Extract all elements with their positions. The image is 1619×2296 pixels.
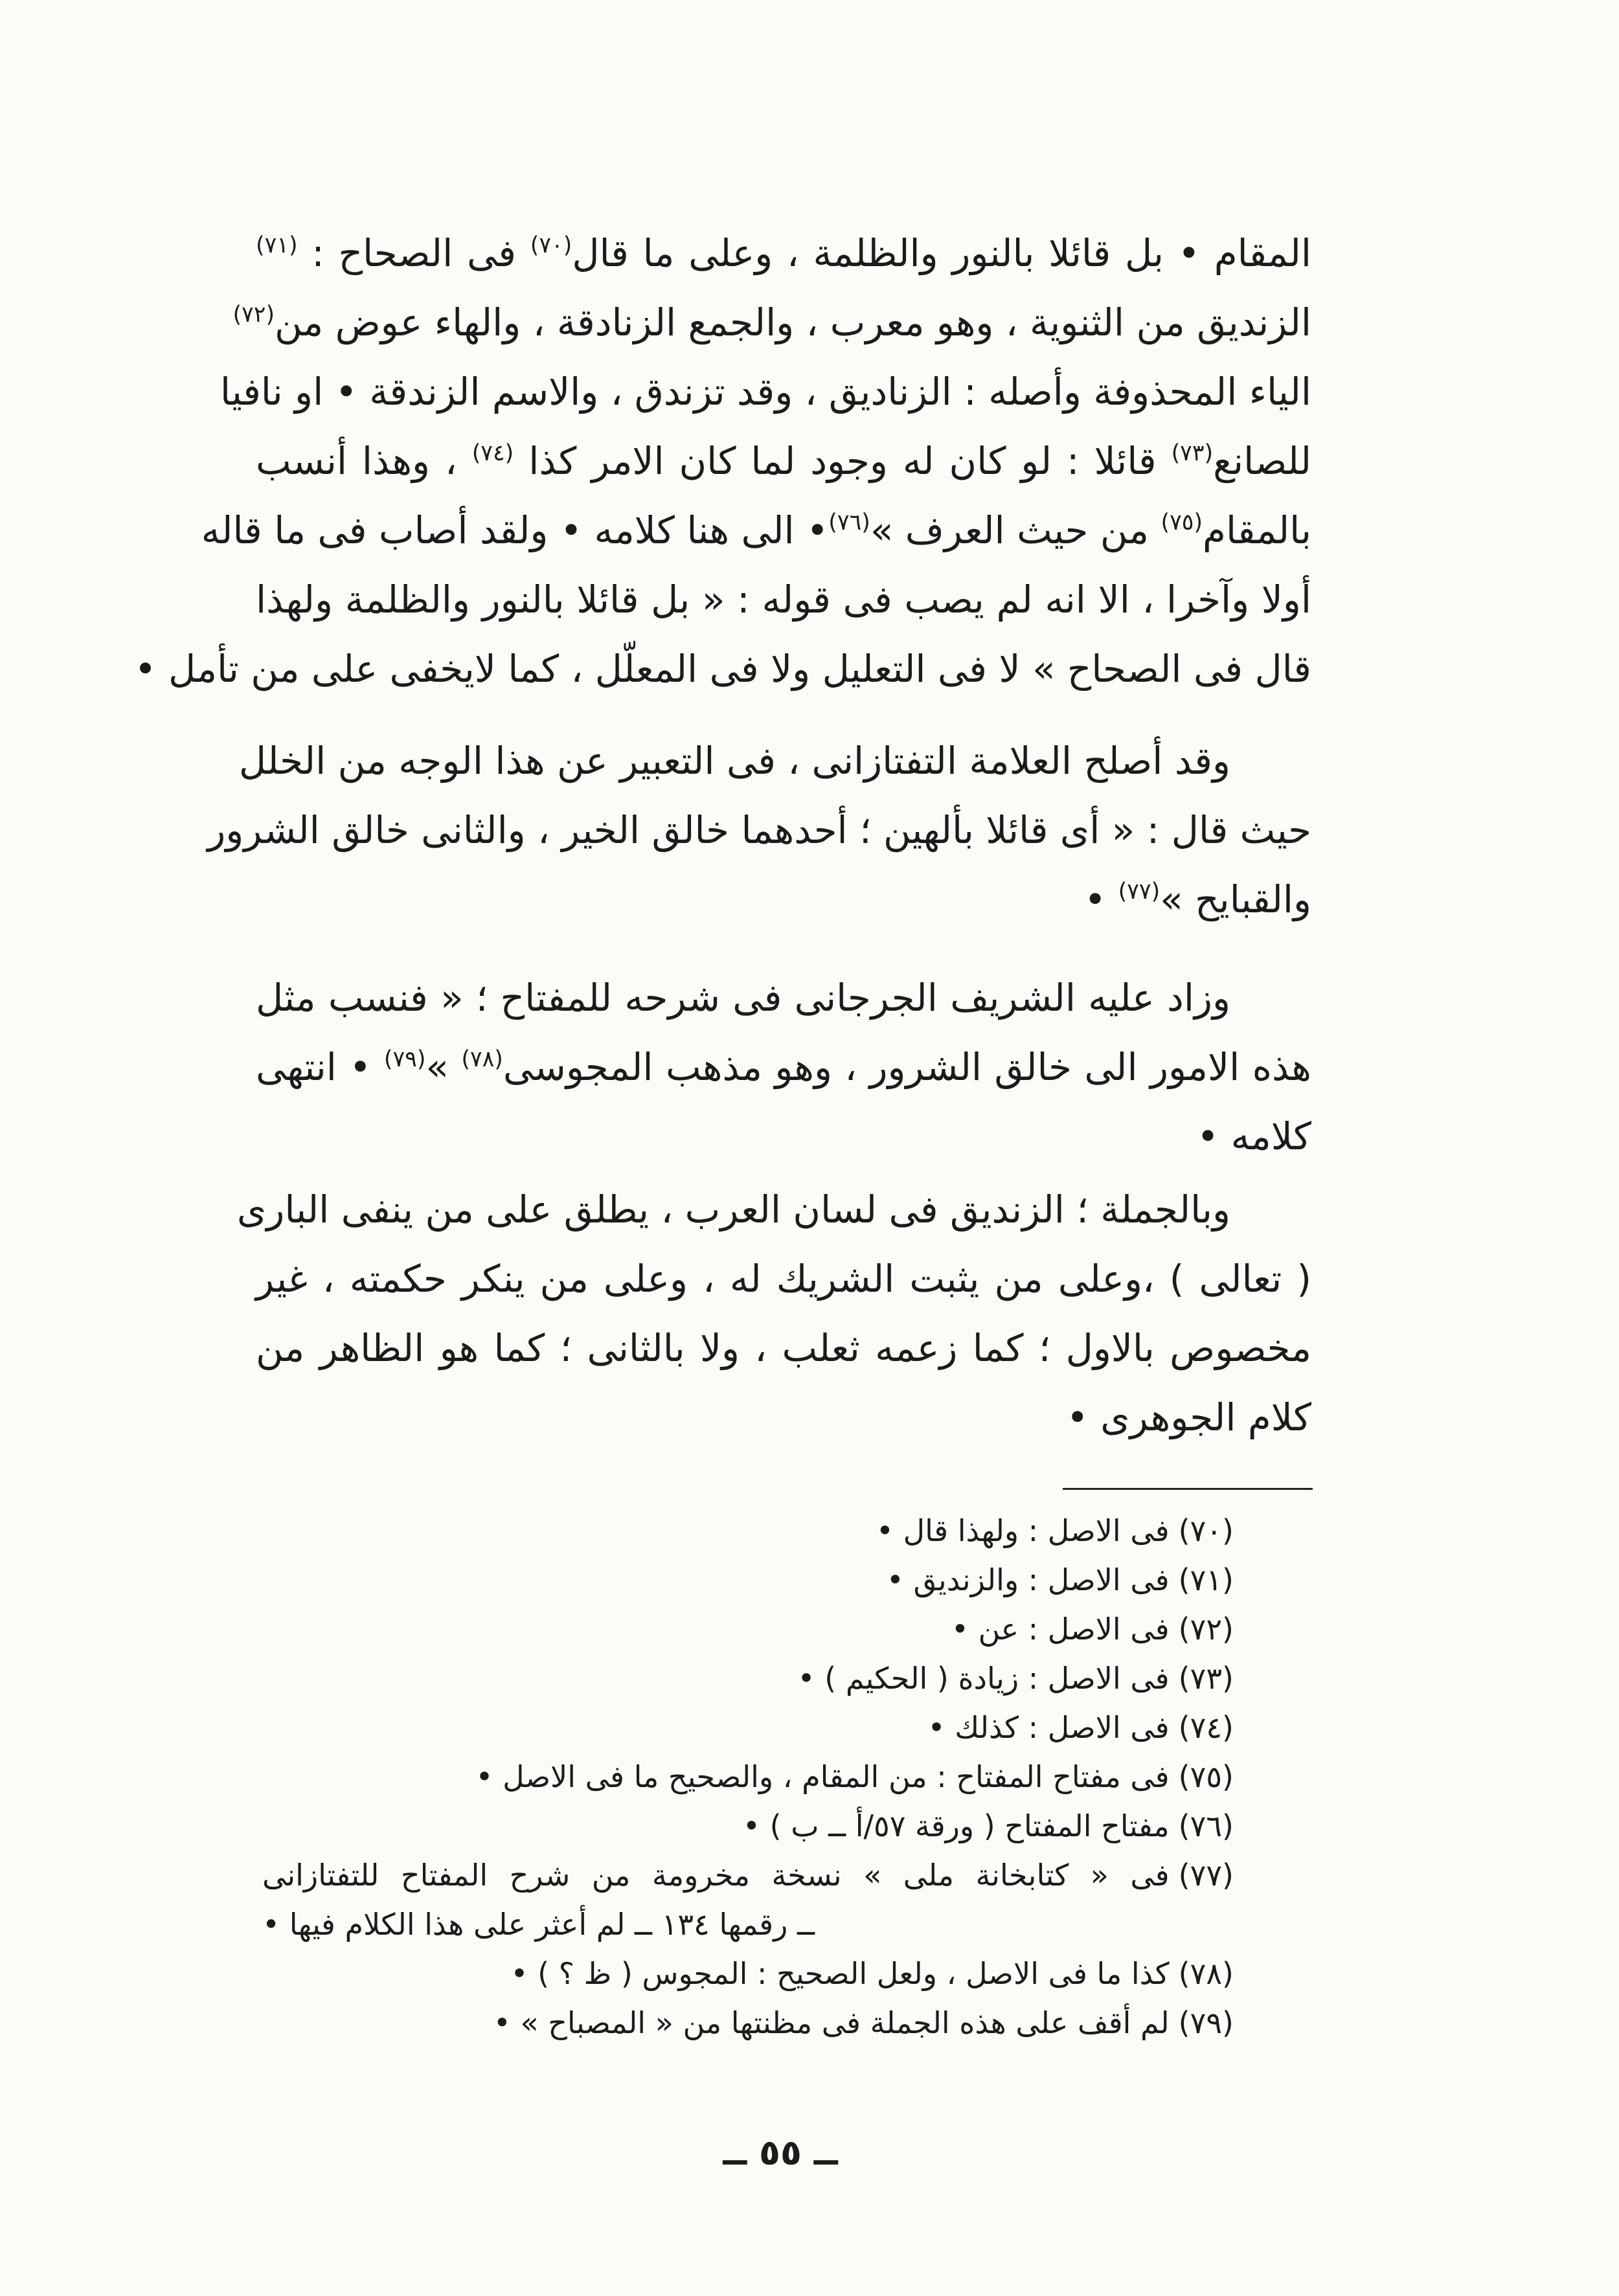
text-run: • انتهى [256, 1045, 384, 1089]
text-run: للصانع [1213, 439, 1311, 483]
footnote-number: (٧٣) [1178, 1661, 1234, 1696]
text-run: » [425, 1045, 462, 1089]
footnote-text: كذا ما فى الاصل ، ولعل الصحيح : المجوس ( ظ ؟ ) • [510, 1956, 1170, 1991]
footnote-text: فى « كتابخانة ملى » نسخة مخرومة من شرح المفتاح للتفتازانى [262, 1858, 1170, 1893]
text-line [236, 1175, 1311, 1244]
footnote-ref: (٧١) [256, 232, 298, 259]
paragraph [134, 219, 1311, 704]
footnote-ref: (٧٥) [1160, 510, 1203, 536]
footnote-text: فى الاصل : كذلك • [927, 1710, 1170, 1745]
footnote-ref: (٧٤) [471, 440, 514, 467]
text-run: ( تعالى ) ،وعلى من يثبت الشريك له ، وعلى من ينكر حكمته ، غير [256, 1257, 1311, 1301]
text-line [256, 219, 1311, 288]
footnote-ref: (٧٦) [828, 510, 870, 536]
footnote-ref: (٧٧) [1118, 879, 1160, 905]
text-run: مخصوص بالاول ؛ كما زعمه ثعلب ، ولا بالثانى ؛ كما هو الظاهر من [256, 1326, 1311, 1370]
text-run: وبالجملة ؛ الزنديق فى لسان العرب ، يطلق على من ينفى البارى [236, 1187, 1230, 1232]
text-run: وزاد عليه الشريف الجرجانى فى شرحه للمفتاح ؛ « فنسب مثل [256, 976, 1230, 1020]
footnote-item [262, 1506, 1234, 1555]
footnote-text: فى الاصل : زيادة ( الحكيم ) • [797, 1661, 1170, 1696]
footnote-item [262, 1654, 1234, 1703]
paragraph [256, 963, 1311, 1171]
text-run: قال فى الصحاح » لا فى التعليل ولا فى المعلّل ، كما لايخفى على من تأمل • [134, 647, 1311, 691]
text-run: والقبايح » [1160, 877, 1311, 921]
footnote-number: (٧٤) [1178, 1710, 1234, 1745]
text-line [238, 726, 1311, 796]
paragraph [236, 1175, 1311, 1452]
text-line [201, 496, 1311, 565]
footnote-continuation [262, 1900, 1234, 1949]
footnote-number: (٧٠) [1178, 1513, 1234, 1548]
footnote-separator [1063, 1488, 1313, 1490]
footnote-text: لم أقف على هذه الجملة فى مظنتها من « المصباح » • [493, 2005, 1170, 2040]
footnote-item [262, 1752, 1234, 1801]
text-line [232, 288, 1311, 357]
footnote-text: مفتاح المفتاح ( ورقة ٥٧/أ ــ ب ) • [742, 1808, 1170, 1843]
text-line [207, 796, 1311, 865]
text-run: ، وهذا أنسب [256, 439, 472, 483]
text-run: • [1083, 877, 1118, 921]
text-line [256, 1033, 1311, 1102]
footnote-text: فى مفتاح المفتاح : من المقام ، والصحيح ما فى الاصل • [475, 1759, 1170, 1794]
text-line [256, 1244, 1311, 1314]
text-line [256, 1314, 1311, 1383]
text-run: كلام الجوهرى • [1066, 1395, 1311, 1439]
text-line [256, 1383, 1311, 1452]
page-number: ــ ٥٥ ــ [723, 2132, 838, 2173]
footnote-item [262, 1851, 1234, 1900]
footnotes [262, 1506, 1234, 2047]
footnote-number: (٧١) [1178, 1562, 1234, 1597]
footnote-text: فى الاصل : والزنديق • [886, 1562, 1170, 1597]
text-line [256, 565, 1311, 635]
footnote-text: فى الاصل : عن • [951, 1612, 1170, 1647]
footnote-text: فى الاصل : ولهذا قال • [876, 1513, 1170, 1548]
text-run: المقام • بل قائلا بالنور والظلمة ، وعلى ما قال [572, 231, 1311, 275]
footnote-item [262, 1703, 1234, 1752]
footnote-ref: (٧٨) [461, 1046, 503, 1073]
footnote-item [262, 1801, 1234, 1851]
footnote-item [262, 1998, 1234, 2047]
footnote-item [262, 1604, 1234, 1654]
text-line [220, 357, 1311, 427]
footnote-number: (٧٢) [1178, 1612, 1234, 1647]
footnote-number: (٧٩) [1178, 2005, 1234, 2040]
footnote-ref: (٧٠) [530, 232, 572, 259]
text-run: أولا وآخرا ، الا انه لم يصب فى قوله : « بل قائلا بالنور والظلمة ولهذا [256, 578, 1311, 622]
text-run: كلامه • [1196, 1114, 1311, 1158]
text-run: من حيث العرف » [870, 508, 1161, 552]
footnote-ref: (٧٢) [232, 302, 275, 328]
text-line [256, 865, 1311, 934]
footnote-item [262, 1555, 1234, 1604]
text-run: وقد أصلح العلامة التفتازانى ، فى التعبير عن هذا الوجه من الخلل [238, 739, 1230, 783]
text-line [256, 1102, 1311, 1171]
text-run: قائلا : لو كان له وجود لما كان الامر كذا [514, 439, 1172, 483]
text-run: فى الصحاح : [297, 231, 530, 275]
footnote-number: (٧٧) [1178, 1858, 1234, 1893]
footnote-ref: (٧٣) [1171, 440, 1214, 467]
text-run: • الى هنا كلامه • ولقد أصاب فى ما قاله [201, 508, 829, 552]
footnote-ref: (٧٩) [383, 1046, 426, 1073]
text-run: هذه الامور الى خالق الشرور ، وهو مذهب المجوسى [503, 1045, 1312, 1089]
text-line [256, 427, 1311, 496]
footnote-item [262, 1949, 1234, 1998]
text-line [256, 963, 1311, 1033]
text-run: حيث قال : « أى قائلا بألهين ؛ أحدهما خالق الخير ، والثانى خالق الشرور [207, 808, 1311, 852]
footnote-number: (٧٥) [1178, 1759, 1234, 1794]
text-run: بالمقام [1203, 508, 1311, 552]
paragraph [207, 726, 1311, 934]
footnote-number: (٧٨) [1178, 1956, 1234, 1991]
footnote-number: (٧٦) [1178, 1808, 1234, 1843]
text-run: الزنديق من الثنوية ، وهو معرب ، والجمع الزنادقة ، والهاء عوض من [275, 300, 1311, 344]
text-line [134, 635, 1311, 704]
footnote-text: ــ رقمها ١٣٤ ــ لم أعثر على هذا الكلام فيها • [262, 1907, 815, 1942]
text-run: الياء المحذوفة وأصله : الزناديق ، وقد تزندق ، والاسم الزندقة • او نافيا [220, 370, 1311, 414]
